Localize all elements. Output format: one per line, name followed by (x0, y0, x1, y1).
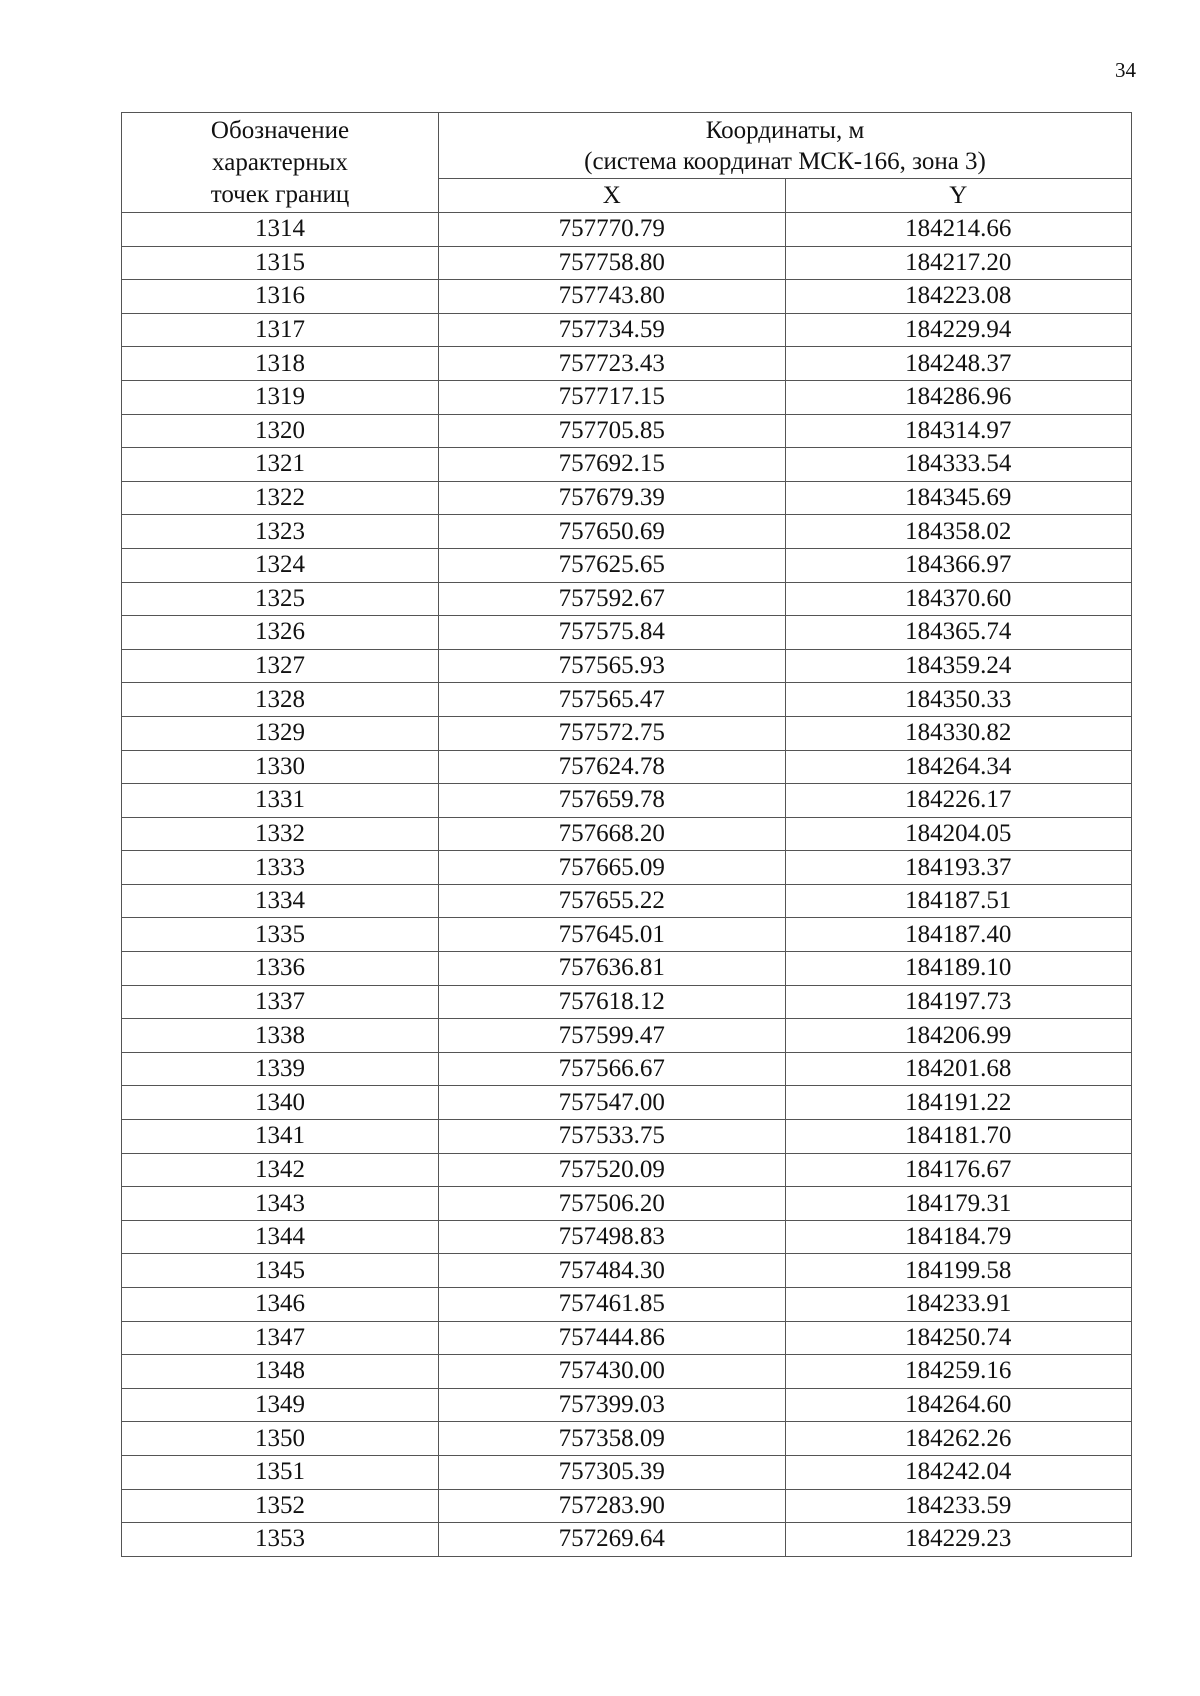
cell-point: 1331 (122, 784, 439, 818)
table-row (122, 884, 1132, 918)
cell-y: 184181.70 (785, 1120, 1132, 1154)
cell-point: 1314 (122, 213, 439, 247)
cell-x: 757358.09 (439, 1422, 786, 1456)
cell-x: 757743.80 (439, 280, 786, 314)
cell-y: 184229.94 (785, 313, 1132, 347)
cell-x: 757565.93 (439, 649, 786, 683)
cell-point: 1322 (122, 481, 439, 515)
cell-y: 184330.82 (785, 716, 1132, 750)
cell-y: 184358.02 (785, 515, 1132, 549)
cell-point: 1320 (122, 414, 439, 448)
table-row (122, 1422, 1132, 1456)
cell-x: 757520.09 (439, 1153, 786, 1187)
table-row (122, 280, 1132, 314)
cell-x: 757506.20 (439, 1187, 786, 1221)
cell-point: 1330 (122, 750, 439, 784)
cell-y: 184250.74 (785, 1321, 1132, 1355)
table-row (122, 1455, 1132, 1489)
cell-point: 1326 (122, 616, 439, 650)
cell-point: 1346 (122, 1288, 439, 1322)
cell-x: 757484.30 (439, 1254, 786, 1288)
table-row (122, 1388, 1132, 1422)
cell-point: 1339 (122, 1052, 439, 1086)
table-row (122, 817, 1132, 851)
cell-point: 1340 (122, 1086, 439, 1120)
table-row (122, 1052, 1132, 1086)
cell-x: 757645.01 (439, 918, 786, 952)
cell-y: 184262.26 (785, 1422, 1132, 1456)
cell-x: 757659.78 (439, 784, 786, 818)
cell-y: 184217.20 (785, 246, 1132, 280)
header-point-designation (122, 113, 439, 213)
cell-y: 184233.59 (785, 1489, 1132, 1523)
cell-point: 1321 (122, 448, 439, 482)
table-row (122, 1489, 1132, 1523)
cell-point: 1347 (122, 1321, 439, 1355)
cell-x: 757572.75 (439, 716, 786, 750)
table-row (122, 1019, 1132, 1053)
coordinates-table (121, 112, 1132, 1557)
cell-x: 757533.75 (439, 1120, 786, 1154)
cell-point: 1338 (122, 1019, 439, 1053)
table-row (122, 1288, 1132, 1322)
cell-point: 1352 (122, 1489, 439, 1523)
table-row (122, 347, 1132, 381)
cell-x: 757444.86 (439, 1321, 786, 1355)
table-row (122, 414, 1132, 448)
cell-y: 184345.69 (785, 481, 1132, 515)
cell-y: 184187.51 (785, 884, 1132, 918)
cell-x: 757305.39 (439, 1455, 786, 1489)
cell-point: 1336 (122, 952, 439, 986)
cell-point: 1348 (122, 1355, 439, 1389)
cell-point: 1319 (122, 380, 439, 414)
cell-y: 184176.67 (785, 1153, 1132, 1187)
table-body (122, 213, 1132, 1557)
table-row (122, 952, 1132, 986)
cell-x: 757461.85 (439, 1288, 786, 1322)
cell-point: 1323 (122, 515, 439, 549)
table-row (122, 1153, 1132, 1187)
cell-x: 757665.09 (439, 851, 786, 885)
table-row (122, 1086, 1132, 1120)
table-row (122, 716, 1132, 750)
cell-y: 184264.60 (785, 1388, 1132, 1422)
cell-y: 184333.54 (785, 448, 1132, 482)
cell-x: 757758.80 (439, 246, 786, 280)
cell-point: 1344 (122, 1220, 439, 1254)
cell-point: 1343 (122, 1187, 439, 1221)
cell-y: 184229.23 (785, 1523, 1132, 1557)
cell-x: 757592.67 (439, 582, 786, 616)
cell-y: 184242.04 (785, 1455, 1132, 1489)
cell-x: 757770.79 (439, 213, 786, 247)
cell-y: 184233.91 (785, 1288, 1132, 1322)
cell-x: 757692.15 (439, 448, 786, 482)
table-row (122, 985, 1132, 1019)
cell-y: 184259.16 (785, 1355, 1132, 1389)
cell-y: 184187.40 (785, 918, 1132, 952)
cell-x: 757636.81 (439, 952, 786, 986)
table-row (122, 380, 1132, 414)
cell-x: 757734.59 (439, 313, 786, 347)
cell-point: 1325 (122, 582, 439, 616)
cell-x: 757430.00 (439, 1355, 786, 1389)
cell-y: 184226.17 (785, 784, 1132, 818)
table-row (122, 582, 1132, 616)
cell-point: 1353 (122, 1523, 439, 1557)
header-row-top (122, 113, 1132, 179)
cell-y: 184214.66 (785, 213, 1132, 247)
cell-y: 184314.97 (785, 414, 1132, 448)
table-row (122, 851, 1132, 885)
cell-y: 184193.37 (785, 851, 1132, 885)
header-coords-line: (система координат МСК-166, зона 3) (584, 147, 986, 175)
cell-point: 1334 (122, 884, 439, 918)
header-point-line: точек границ (210, 180, 350, 208)
cell-x: 757618.12 (439, 985, 786, 1019)
cell-x: 757498.83 (439, 1220, 786, 1254)
cell-y: 184184.79 (785, 1220, 1132, 1254)
table-row (122, 1187, 1132, 1221)
cell-x: 757679.39 (439, 481, 786, 515)
table-header (122, 113, 1132, 213)
cell-x: 757599.47 (439, 1019, 786, 1053)
header-point-line: Обозначение (210, 116, 350, 144)
table-row (122, 313, 1132, 347)
header-coordinates (439, 113, 1132, 179)
cell-y: 184350.33 (785, 683, 1132, 717)
table-row (122, 1321, 1132, 1355)
cell-point: 1328 (122, 683, 439, 717)
table-row (122, 683, 1132, 717)
cell-y: 184359.24 (785, 649, 1132, 683)
cell-x: 757269.64 (439, 1523, 786, 1557)
table-row (122, 649, 1132, 683)
cell-y: 184197.73 (785, 985, 1132, 1019)
cell-x: 757655.22 (439, 884, 786, 918)
cell-y: 184201.68 (785, 1052, 1132, 1086)
table-row (122, 548, 1132, 582)
cell-y: 184365.74 (785, 616, 1132, 650)
cell-y: 184206.99 (785, 1019, 1132, 1053)
cell-x: 757399.03 (439, 1388, 786, 1422)
cell-x: 757547.00 (439, 1086, 786, 1120)
cell-y: 184191.22 (785, 1086, 1132, 1120)
cell-x: 757566.67 (439, 1052, 786, 1086)
table-row (122, 1120, 1132, 1154)
table-row (122, 784, 1132, 818)
cell-y: 184264.34 (785, 750, 1132, 784)
cell-x: 757650.69 (439, 515, 786, 549)
cell-point: 1332 (122, 817, 439, 851)
cell-x: 757283.90 (439, 1489, 786, 1523)
table-row (122, 1220, 1132, 1254)
cell-y: 184179.31 (785, 1187, 1132, 1221)
cell-x: 757625.65 (439, 548, 786, 582)
cell-x: 757705.85 (439, 414, 786, 448)
cell-y: 184286.96 (785, 380, 1132, 414)
cell-point: 1350 (122, 1422, 439, 1456)
table-row (122, 918, 1132, 952)
cell-point: 1335 (122, 918, 439, 952)
cell-point: 1316 (122, 280, 439, 314)
cell-y: 184370.60 (785, 582, 1132, 616)
cell-point: 1337 (122, 985, 439, 1019)
cell-point: 1324 (122, 548, 439, 582)
header-coords-line: Координаты, м (705, 116, 865, 144)
cell-x: 757717.15 (439, 380, 786, 414)
cell-x: 757668.20 (439, 817, 786, 851)
table-row (122, 1523, 1132, 1557)
page-number: 34 (1115, 58, 1136, 82)
table-row (122, 616, 1132, 650)
cell-y: 184199.58 (785, 1254, 1132, 1288)
table-row (122, 448, 1132, 482)
cell-y: 184366.97 (785, 548, 1132, 582)
cell-point: 1351 (122, 1455, 439, 1489)
cell-y: 184204.05 (785, 817, 1132, 851)
cell-x: 757723.43 (439, 347, 786, 381)
table-row (122, 213, 1132, 247)
cell-point: 1318 (122, 347, 439, 381)
table-row (122, 481, 1132, 515)
header-x: X (439, 179, 786, 213)
header-point-line: характерных (212, 148, 348, 176)
cell-point: 1341 (122, 1120, 439, 1154)
cell-point: 1345 (122, 1254, 439, 1288)
cell-x: 757575.84 (439, 616, 786, 650)
cell-point: 1342 (122, 1153, 439, 1187)
table-row (122, 750, 1132, 784)
cell-point: 1317 (122, 313, 439, 347)
cell-x: 757624.78 (439, 750, 786, 784)
cell-point: 1333 (122, 851, 439, 885)
cell-y: 184248.37 (785, 347, 1132, 381)
cell-x: 757565.47 (439, 683, 786, 717)
table-row (122, 246, 1132, 280)
header-y: Y (785, 179, 1132, 213)
cell-point: 1327 (122, 649, 439, 683)
table-row (122, 1355, 1132, 1389)
table-row (122, 1254, 1132, 1288)
cell-point: 1349 (122, 1388, 439, 1422)
cell-y: 184189.10 (785, 952, 1132, 986)
table-row (122, 515, 1132, 549)
cell-y: 184223.08 (785, 280, 1132, 314)
cell-point: 1315 (122, 246, 439, 280)
cell-point: 1329 (122, 716, 439, 750)
